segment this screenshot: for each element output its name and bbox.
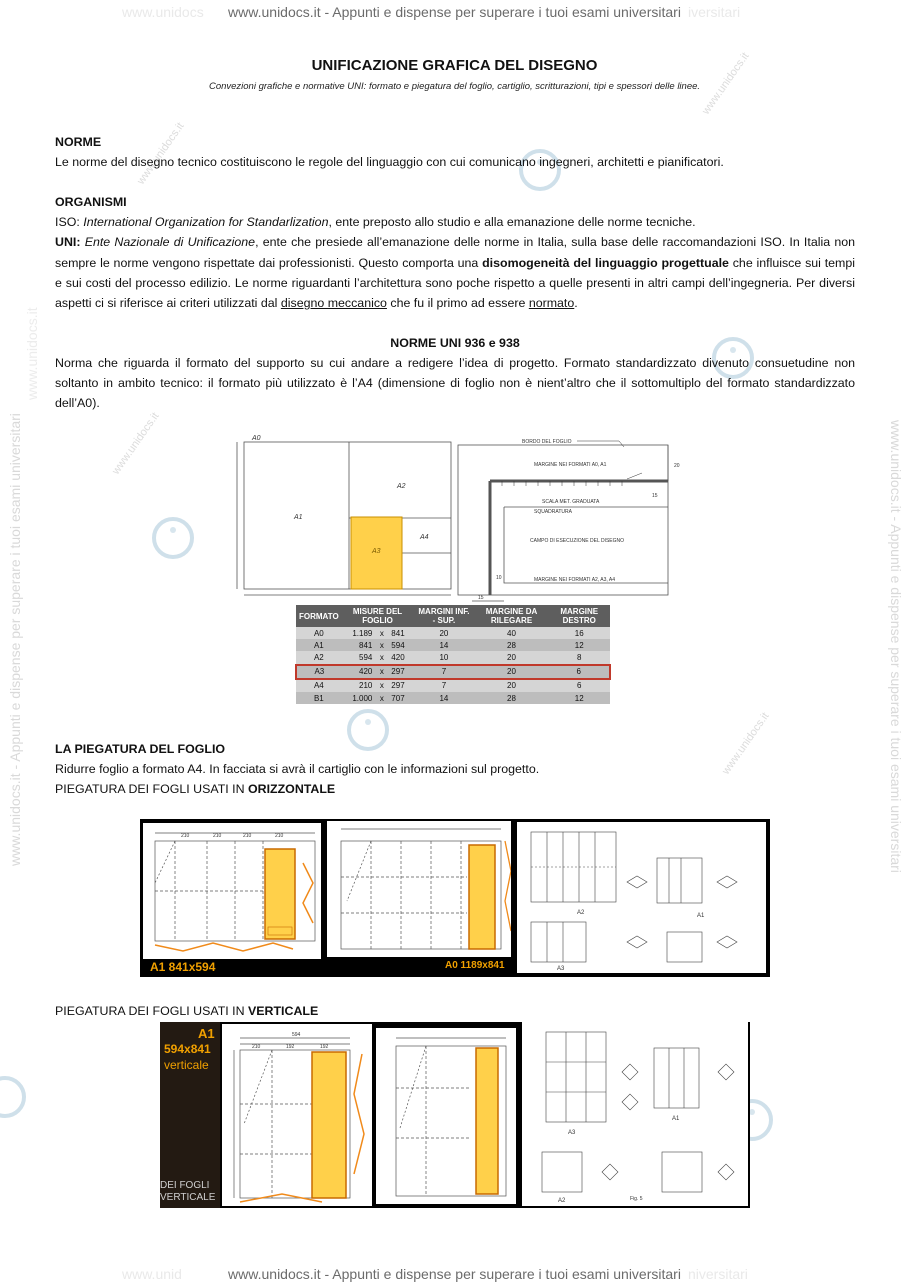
page-subtitle: Convezioni grafiche e normative UNI: formato e piegatura del foglio, cartiglio, scritturazioni, tipi e spessori delle linee. — [208, 81, 701, 92]
fold-panel-a0 — [327, 821, 511, 957]
cell: 594 — [388, 639, 413, 651]
uni-bold: disomogeneità del linguaggio progettuale — [482, 255, 729, 270]
th-misure: MISURE DEL FOGLIO — [342, 605, 414, 627]
cell: 12 — [548, 692, 610, 704]
uni-link-meccanico: disegno meccanico — [280, 296, 387, 311]
cell: 20 — [475, 651, 549, 664]
uni936-heading — [55, 333, 855, 353]
cell: 841 — [342, 639, 376, 651]
watermark-ghost: www.unidocs — [122, 4, 204, 20]
fold-panel-a1 — [143, 823, 321, 959]
th-rilegare: MARGINE DA RILEGARE — [475, 605, 549, 627]
table-row — [296, 692, 610, 704]
orizz-bold: ORIZZONTALE — [248, 782, 336, 797]
watermark-ghost: niversitari — [688, 1266, 748, 1282]
cell: A1 — [296, 639, 342, 651]
sheet-format-figure — [232, 433, 682, 603]
table-row — [296, 639, 610, 651]
uni936-text: Norma che riguarda il formato del supporto su cui andare a redigere l’idea di progetto. Formato standardizzato divenuto consuetudine non soltanto in ambito tecnico: il formato più utilizzato è l’A4 (dimensione di foglio non è nient’altro che il sottomultiplo del formato standardizzato dell’A0). — [55, 356, 855, 411]
th-destro: MARGINE DESTRO — [548, 605, 610, 627]
diag-watermark: www.unidocs.it — [720, 710, 772, 777]
cell: 7 — [413, 679, 474, 692]
cell: 420 — [342, 665, 376, 679]
cell: 1.189 — [342, 627, 376, 639]
dim: 210 — [275, 833, 284, 839]
iso-paragraph — [55, 212, 855, 232]
cell: 14 — [413, 639, 474, 651]
format-table — [295, 605, 611, 704]
dim: 210 — [243, 833, 252, 839]
cell: 594 — [342, 651, 376, 664]
cell: B1 — [296, 692, 342, 704]
fig-a2: A2 — [558, 1198, 566, 1204]
fold-v-bottom-2: VERTICALE — [160, 1192, 216, 1203]
cell: 20 — [475, 665, 549, 679]
diag-watermark: www.unidocs.it — [135, 120, 187, 187]
iso-desc: , ente preposto allo studio e alla emanazione delle norme tecniche. — [328, 215, 696, 230]
page-title: UNIFICAZIONE GRAFICA DEL DISEGNO — [311, 57, 598, 74]
cell: x — [375, 639, 388, 651]
uni-desc: , ente che presiede all’emanazione delle norme in Italia, sulla base delle raccomandazioni ISO. In Italia non sempre le norme vengono rispettate dai professionisti. Questo comporta una — [55, 235, 855, 270]
uni-name: Ente Nazionale di Unificazione — [84, 235, 256, 250]
cell: x — [375, 679, 388, 692]
label-squadratura: SQUADRATURA — [534, 509, 572, 515]
label-scala: SCALA MET. GRADUATA — [542, 499, 600, 505]
cell: 28 — [475, 692, 549, 704]
norme-heading: NORME — [55, 135, 102, 149]
table-row — [296, 679, 610, 692]
label-a1: A1 — [294, 514, 303, 521]
section-norme — [55, 132, 855, 172]
cell: 420 — [388, 651, 413, 664]
organismi-heading: ORGANISMI — [55, 195, 127, 209]
cell: 6 — [548, 679, 610, 692]
cell: 20 — [413, 627, 474, 639]
side-watermark-right: www.unidocs.it - Appunti e dispense per superare i tuoi esami universitari — [888, 420, 904, 873]
fig-a3: A3 — [557, 966, 565, 972]
uni-desc3: che fu il primo ad essere — [386, 296, 529, 311]
cell: 210 — [342, 679, 376, 692]
vert-bold: VERTICALE — [248, 1004, 319, 1018]
cell: A2 — [296, 651, 342, 664]
cell: 16 — [548, 627, 610, 639]
dim: 192 — [286, 1044, 295, 1050]
label-a0: A0 — [252, 435, 261, 442]
label-a3: A3 — [372, 548, 381, 555]
fold-v-drawing-2 — [376, 1028, 516, 1204]
table-row — [296, 627, 610, 639]
vert-prefix: PIEGATURA DEI FOGLI USATI IN — [55, 1004, 249, 1018]
fold-v-label-2: 594x841 — [164, 1042, 211, 1056]
cell: x — [375, 651, 388, 664]
table-row — [296, 651, 610, 664]
uni-link-normato: normato — [528, 296, 575, 311]
cell: 14 — [413, 692, 474, 704]
piegatura-vert — [55, 1001, 855, 1021]
label-a4: A4 — [420, 534, 429, 541]
label-margine1: MARGINE NEI FORMATI A0, A1 — [534, 462, 607, 468]
cell: 297 — [388, 679, 413, 692]
uni-label: UNI: — [55, 235, 81, 250]
fig-a3: A3 — [568, 1130, 576, 1136]
section-piegatura — [55, 739, 855, 800]
cell: x — [375, 692, 388, 704]
uni-desc2: che influisce sui tempi e sui costi del processo edilizio. Le norme riguardanti l’architettura sono poche rispetto a quelle presenti in altri campi dell’ingegneria. Per diversi aspetti ci si riferisce ai criteri utilizzati dal — [55, 255, 855, 311]
fold-steps-drawing — [517, 822, 766, 973]
label-bordo: BORDO DEL FOGLIO — [522, 439, 572, 445]
norme-text: Le norme del disegno tecnico costituiscono le regole del linguaggio con cui comunicano ingegneri, architetti e pianificatori. — [55, 155, 724, 170]
fold-v-label-3: verticale — [164, 1058, 209, 1072]
cell: 10 — [413, 651, 474, 664]
table-row-highlighted — [296, 665, 610, 679]
fold-a0-drawing — [327, 821, 511, 957]
side-watermark-left: www.unidocs.it - Appunti e dispense per superare i tuoi esami universitari — [7, 413, 23, 866]
dim: 210 — [213, 833, 222, 839]
diag-watermark: www.unidocs.it — [110, 410, 162, 477]
cell: 297 — [388, 665, 413, 679]
uni-paragraph — [55, 232, 855, 313]
label-margine2: MARGINE NEI FORMATI A2, A3, A4 — [534, 577, 616, 583]
fig-label: Fig. 5 — [630, 1196, 643, 1202]
fold-v-panel-steps — [522, 1022, 748, 1206]
dim: 192 — [320, 1044, 329, 1050]
th-margini: MARGINI INF. - SUP. — [413, 605, 474, 627]
cell: A3 — [296, 665, 342, 679]
cell: A4 — [296, 679, 342, 692]
label-campo: CAMPO DI ESECUZIONE DEL DISEGNO — [530, 538, 624, 544]
fold-v-steps-drawing — [522, 1022, 748, 1206]
cell: 707 — [388, 692, 413, 704]
dim-15b: 15 — [652, 493, 658, 499]
orizz-prefix: PIEGATURA DEI FOGLI USATI IN — [55, 782, 249, 797]
format-table-wrap — [295, 605, 611, 704]
fold-label-a1: A1 841x594 — [150, 960, 216, 974]
dim-15: 15 — [478, 595, 484, 601]
piegatura-heading: LA PIEGATURA DEL FOGLIO — [55, 742, 226, 756]
uni-end: . — [574, 296, 578, 311]
fold-panel-steps — [517, 822, 766, 973]
cell: 20 — [475, 679, 549, 692]
cell: 12 — [548, 639, 610, 651]
cell: 8 — [548, 651, 610, 664]
fold-v-drawing-1 — [222, 1024, 372, 1206]
dim-20: 20 — [674, 463, 680, 469]
footer-watermark: www.unidocs.it - Appunti e dispense per superare i tuoi esami universitari — [228, 1266, 681, 1282]
cell: 6 — [548, 665, 610, 679]
th-formato: FORMATO — [296, 605, 342, 627]
iso-name: International Organization for Standarlization — [83, 215, 329, 230]
fig-a1: A1 — [697, 913, 705, 919]
iso-label: ISO: — [55, 215, 80, 230]
fig-a1: A1 — [672, 1116, 680, 1122]
watermark-ghost: iversitari — [688, 4, 741, 20]
fig-a2: A2 — [577, 910, 585, 916]
cell: A0 — [296, 627, 342, 639]
cell: x — [375, 627, 388, 639]
piegatura-text: Ridurre foglio a formato A4. In facciata si avrà il cartiglio con le informazioni sul progetto. — [55, 762, 540, 777]
dim: 594 — [292, 1032, 301, 1038]
fold-a1-drawing — [143, 823, 321, 959]
header-watermark: www.unidocs.it - Appunti e dispense per superare i tuoi esami universitari — [228, 4, 681, 20]
cell: 28 — [475, 639, 549, 651]
watermark-ghost: www.unid — [122, 1266, 182, 1282]
fold-v-bottom-1: DEI FOGLI — [160, 1180, 210, 1191]
fold-v-panel-2 — [376, 1028, 516, 1204]
uni936-heading-text: NORME UNI 936 e 938 — [390, 336, 520, 350]
label-a2: A2 — [397, 483, 406, 490]
cell: 841 — [388, 627, 413, 639]
cell: 40 — [475, 627, 549, 639]
fold-v-panel-1 — [222, 1024, 372, 1206]
cell: 1.000 — [342, 692, 376, 704]
dim: 210 — [252, 1044, 261, 1050]
fold-v-bottom-label — [160, 1180, 215, 1204]
fold-label-a0: A0 1189x841 — [445, 960, 505, 971]
cell: 7 — [413, 665, 474, 679]
fold-vertical-strip — [160, 1022, 750, 1208]
dim: 210 — [181, 833, 190, 839]
side-watermark-left-ghost: www.unidocs.it — [24, 307, 40, 400]
fold-v-label-1: A1 — [198, 1026, 215, 1041]
cell: x — [375, 665, 388, 679]
dim-10: 10 — [496, 575, 502, 581]
diag-watermark: www.unidocs.it — [700, 50, 752, 117]
fold-horizontal-strip — [140, 819, 770, 977]
piegatura-orizz — [55, 779, 855, 799]
section-organismi — [55, 192, 855, 313]
